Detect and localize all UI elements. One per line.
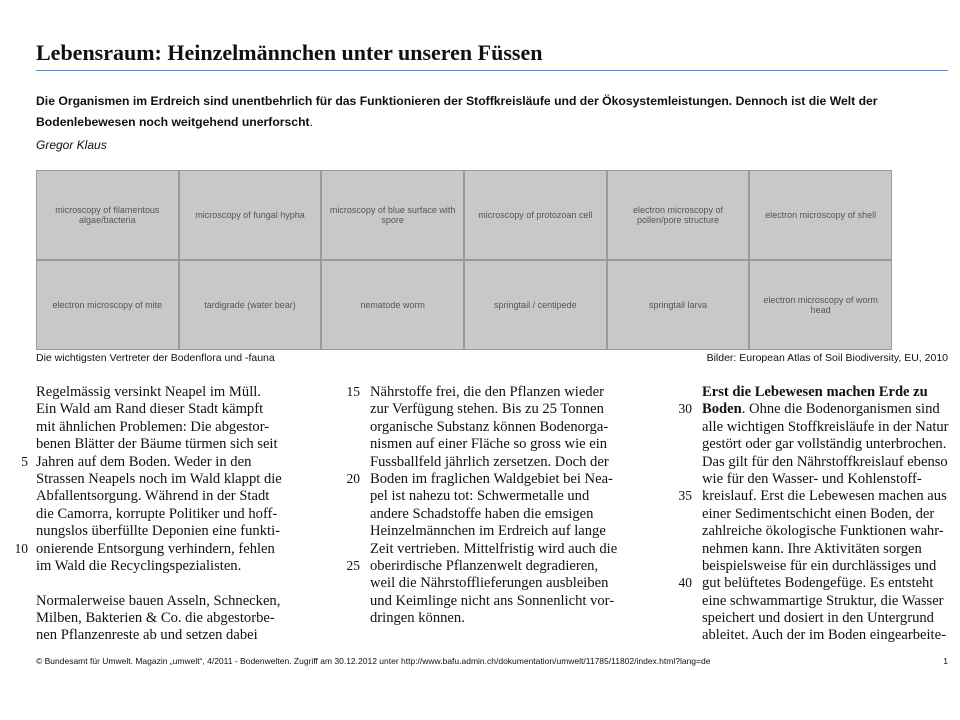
- text-line: Strassen Neapels noch im Wald klappt die: [36, 470, 282, 487]
- text-line: Fussballfeld jährlich zersetzen. Doch der: [370, 453, 609, 470]
- gallery-image-11: springtail larva: [607, 260, 750, 350]
- line-number: 25: [346, 558, 360, 573]
- page-number: 1: [943, 656, 948, 666]
- text-line: speichert und dosiert in den Untergrund: [702, 610, 934, 627]
- text-line: nehmen kann. Ihre Aktivitäten sorgen: [702, 540, 922, 557]
- subheading: Erst die Lebewesen machen Erde zu: [702, 384, 928, 400]
- text-line: Das gilt für den Nährstoffkreislauf ebenso: [702, 453, 948, 470]
- text-line: die Camorra, korrupte Politiker und hoff-: [36, 505, 278, 522]
- text-line: mit ähnlichen Problemen: Die abgestor-: [36, 418, 270, 435]
- gallery-image-9: nematode worm: [321, 260, 464, 350]
- text-line: ableitet. Auch der im Boden eingearbeite-: [702, 627, 946, 644]
- text-line: oberirdische Pflanzenwelt degradieren,: [370, 557, 599, 574]
- article-title: Lebensraum: Heinzelmännchen unter unseren Füssen: [36, 40, 543, 65]
- text-line: pel ist nahezu tot: Schwermetalle und: [370, 488, 590, 505]
- gallery-image-5: electron microscopy of pollen/pore structure: [607, 170, 750, 260]
- paragraph-gap: [36, 575, 282, 592]
- text-line: andere Schadstoffe haben die emsigen: [370, 505, 594, 522]
- text-line: gestört oder gar vollständig unterbrochen.: [702, 436, 947, 453]
- text-line: onierende Entsorgung verhindern, fehlen: [36, 540, 275, 557]
- text-line: Boden im fraglichen Waldgebiet bei Nea-: [370, 470, 613, 487]
- gallery-image-3: microscopy of blue surface with spore: [321, 170, 464, 260]
- text-line: eine schwammartige Struktur, die Wasser: [702, 592, 944, 609]
- line-number: 15: [346, 384, 360, 399]
- text-line: benen Blätter der Bäume türmen sich seit: [36, 436, 278, 453]
- lead-tail: .: [309, 115, 313, 129]
- text-line: und Keimlinge nicht ans Sonnenlicht vor-: [370, 592, 615, 609]
- text-line: beispielsweise für ein durchlässiges und: [702, 557, 937, 574]
- line-number: 5: [21, 454, 28, 469]
- text-line: kreislauf. Erst die Lebewesen machen aus: [702, 488, 947, 505]
- title-rule: [36, 70, 948, 71]
- lead-paragraph: [36, 91, 948, 133]
- text-line: weil die Nährstofflieferungen ausbleiben: [370, 575, 609, 592]
- text-line: nismen auf einer Fläche so gross wie ein: [370, 436, 608, 453]
- author-name: Gregor Klaus: [36, 138, 107, 152]
- gallery-image-6: electron microscopy of shell: [749, 170, 892, 260]
- text-line: zahlreiche ökologische Funktionen wahr-: [702, 523, 944, 540]
- text-line: Ein Wald am Rand dieser Stadt kämpft: [36, 401, 264, 418]
- gallery-image-1: microscopy of filamentous algae/bacteria: [36, 170, 179, 260]
- text-line: Nährstoffe frei, die den Pflanzen wieder: [370, 384, 604, 400]
- gallery-image-7: electron microscopy of mite: [36, 260, 179, 350]
- line-number: 30: [678, 401, 692, 416]
- line-number: 10: [14, 541, 28, 556]
- text-line: Zeit vertrieben. Mittelfristig wird auch die: [370, 540, 618, 557]
- gallery-image-8: tardigrade (water bear): [179, 260, 322, 350]
- text-line: alle wichtigen Stoffkreisläufe in der Natur: [702, 418, 949, 435]
- lead-text: Die Organismen im Erdreich sind unentbehrlich für das Funktionieren der Stoffkreisläufe und der Ökosystemleistungen. Dennoch ist die Welt der Bodenlebewesen noch weitgehend unerforscht: [36, 94, 878, 129]
- text-line: Heinzelmännchen im Erdreich auf lange: [370, 523, 606, 540]
- text-line: Milben, Bakterien & Co. die abgestorbe-: [36, 610, 275, 627]
- text-line: gut belüftetes Bodengefüge. Es entsteht: [702, 575, 934, 592]
- text-line: dringen können.: [370, 610, 465, 627]
- gallery-image-4: microscopy of protozoan cell: [464, 170, 607, 260]
- text-line: einer Sedimentschicht einen Boden, der: [702, 505, 935, 522]
- text-line: wie für den Wasser- und Kohlenstoff-: [702, 470, 922, 487]
- line-number: 20: [346, 471, 360, 486]
- image-credit: Bilder: European Atlas of Soil Biodiversity, EU, 2010: [706, 352, 948, 364]
- image-gallery: [36, 170, 892, 350]
- text-line: im Wald die Recyclingspezialisten.: [36, 557, 242, 574]
- text-fragment: . Ohne die Bodenorganismen sind: [741, 401, 940, 418]
- text-column-1: [36, 384, 282, 645]
- gallery-image-10: springtail / centipede: [464, 260, 607, 350]
- text-column-3: [702, 384, 949, 645]
- line-number: 35: [678, 488, 692, 503]
- text-line: nen Pflanzenreste ab und setzen dabei: [36, 627, 258, 644]
- footer-citation: © Bundesamt für Umwelt. Magazin „umwelt“, 4/2011 - Bodenwelten. Zugriff am 30.12.2012 unter http://www.bafu.admin.ch/dokumentation/umwelt/11785/11802/index.html?lang=de: [36, 656, 711, 666]
- text-line: nungslos überfüllte Deponien eine funkti-: [36, 523, 280, 540]
- text-line: organische Substanz können Bodenorga-: [370, 418, 609, 435]
- gallery-image-2: microscopy of fungal hypha: [179, 170, 322, 260]
- text-line: Abfallentsorgung. Während in der Stadt: [36, 488, 270, 505]
- text-column-2: [370, 384, 617, 627]
- text-line: [702, 401, 949, 418]
- text-line: Jahren auf dem Boden. Weder in den: [36, 453, 252, 470]
- text-line: Normalerweise bauen Asseln, Schnecken,: [36, 592, 281, 609]
- text-line: zur Verfügung stehen. Bis zu 25 Tonnen: [370, 401, 604, 418]
- text-line: Regelmässig versinkt Neapel im Müll.: [36, 384, 261, 400]
- line-number: 40: [678, 575, 692, 590]
- gallery-image-12: electron microscopy of worm head: [749, 260, 892, 350]
- image-caption: Die wichtigsten Vertreter der Bodenflora und -fauna: [36, 352, 275, 364]
- subheading-end: Boden: [702, 401, 742, 418]
